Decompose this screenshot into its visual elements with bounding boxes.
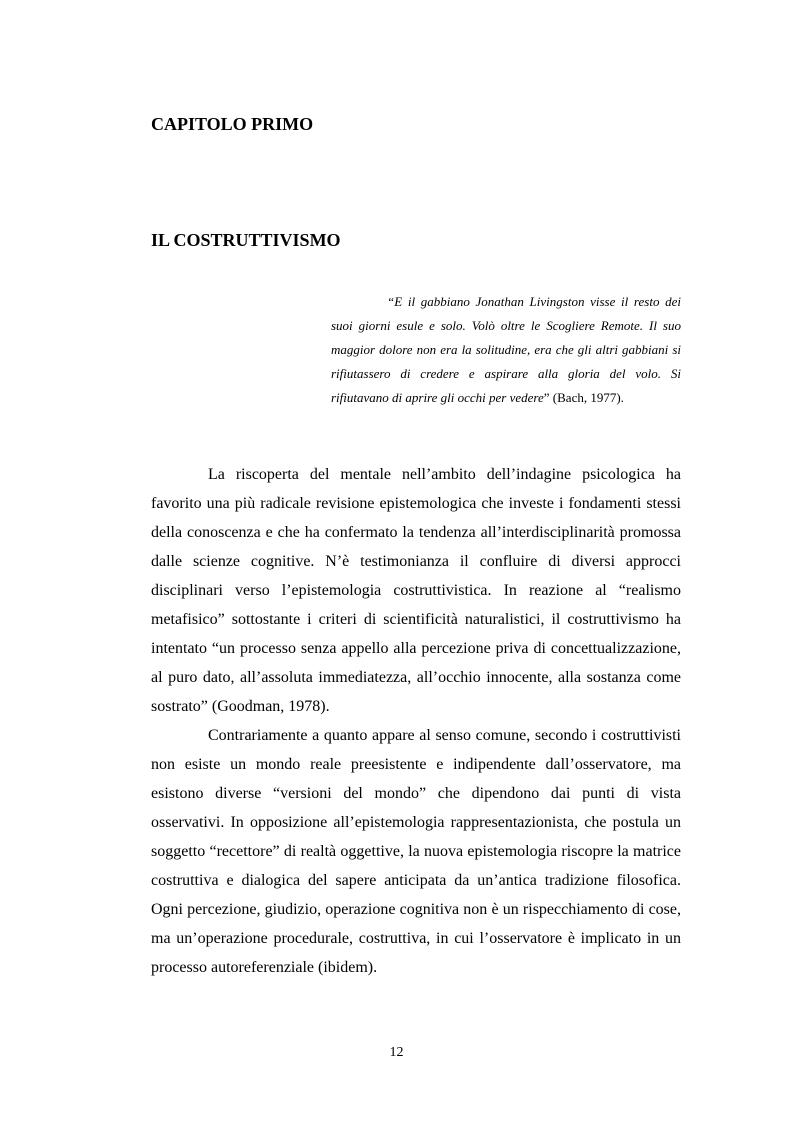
section-heading: IL COSTRUTTIVISMO — [151, 230, 341, 250]
paragraph-2: Contrariamente a quanto appare al senso comune, secondo i costruttivisti non esiste un mondo reale preesistente e indipendente dall’osservatore, ma esistono diverse “versioni del mondo” che dipendono dai punti di vista osservativi. In opposizione all’epistemologia rappresentazionista, che postula un soggetto “recettore” di realtà oggettive, la nuova epistemologia riscopre la matrice costruttiva e dialogica del sapere anticipata da un’antica tradizione filosofica. Ogni percezione, giudizio, operazione cognitiva non è un rispecchiamento di cose, ma un’operazione procedurale, costruttiva, in cui l’osservatore è implicato in un processo autoreferenziale (ibidem). — [151, 727, 681, 976]
paragraph-1: La riscoperta del mentale nell’ambito dell’indagine psicologica ha favorito una più radicale revisione epistemologica che investe i fondamenti stessi della conoscenza e che ha confermato la tendenza all’interdisciplinarità promossa dalle scienze cognitive. N’è testimonianza il confluire di diversi approcci disciplinari verso l’epistemologia costruttivistica. In reazione al “realismo metafisico” sottostante i criteri di scientificità naturalistici, il costruttivismo ha intentato “un processo senza appello alla percezione priva di concettualizzazione, al puro dato, all’assoluta immediatezza, all’occhio innocente, alla sostanza come sostrato” (Goodman, 1978). — [151, 466, 681, 715]
epigraph — [331, 290, 681, 410]
epigraph-paragraph — [331, 290, 681, 410]
chapter-heading: CAPITOLO PRIMO — [151, 114, 314, 134]
epigraph-quote: “E il gabbiano Jonathan Livingston visse il resto dei suoi giorni esule e solo. Volò oltre le Scogliere Remote. Il suo maggior dolore non era la solitudine, era che gli altri gabbiani si rifiutassero di credere e aspirare alla gloria del volo. Si rifiutavano di aprire gli occhi per vedere — [331, 294, 681, 405]
page-number: 12 — [389, 1045, 404, 1060]
body-text — [151, 460, 681, 982]
epigraph-citation: ” (Bach, 1977). — [543, 390, 624, 405]
